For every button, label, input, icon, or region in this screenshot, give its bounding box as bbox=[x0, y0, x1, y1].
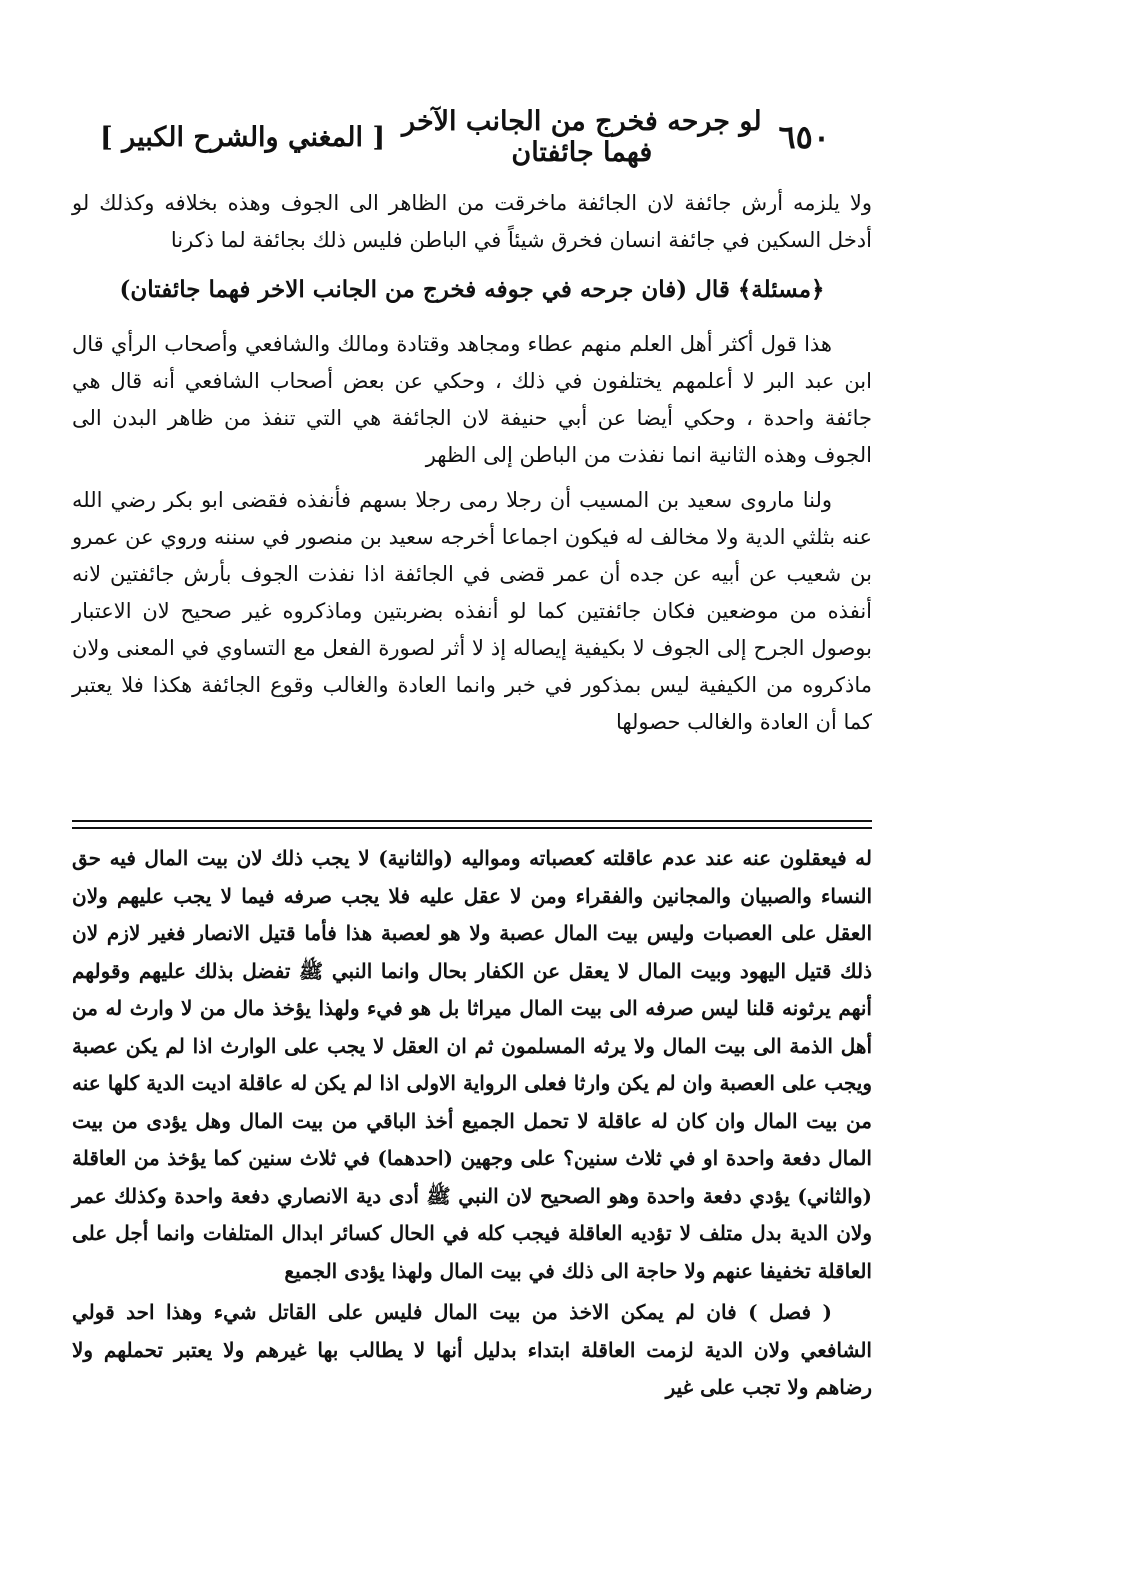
main-paragraph-3: ولنا ماروى سعيد بن المسيب أن رجلا رمى رجلا بسهم فأنفذه فقضى ابو بكر رضي الله عنه بثلثي الدية ولا مخالف له فيكون اجماعا أخرجه سعيد بن منصور في سننه وروي عن عمرو بن شعيب عن أبيه عن جده أن عمر قضى في الجائفة اذا نفذت الجوف بأرش جائفتين لانه أنفذه من موضعين فكان جائفتين كما لو أنفذه بضربتين وماذكروه غير صحيح لان الاعتبار بوصول الجرح إلى الجوف لا بكيفية إيصاله إذ لا أثر لصورة الفعل مع التساوي في المعنى ولان ماذكروه من الكيفية ليس بمذكور في خبر وانما العادة والغالب وقوع الجائفة هكذا فلا يعتبر كما أن العادة والغالب حصولها bbox=[72, 488, 872, 734]
main-text bbox=[72, 185, 872, 749]
main-paragraph-1: ولا يلزمه أرش جائفة لان الجائفة ماخرقت من الظاهر الى الجوف وهذه بخلافه وكذلك لو أدخل السكين في جائفة انسان فخرق شيئاً في الباطن فليس ذلك بجائفة لما ذكرنا bbox=[72, 191, 872, 252]
commentary-paragraph-1: له فيعقلون عنه عند عدم عاقلته كعصباته ومواليه (والثانية) لا يجب ذلك لان بيت المال فيه حق النساء والصبيان والمجانين والفقراء ومن لا عقل عليه فلا يجب صرفه فيما لا يجب عليهم ولان العقل على العصبات وليس بيت المال عصبة ولا هو لعصبة هذا فأما قتيل الانصار فغير لازم لان ذلك قتيل اليهود وبيت المال لا يعقل عن الكفار بحال وانما النبي ﷺ تفضل بذلك عليهم وقولهم أنهم يرثونه قلنا ليس صرفه الى بيت المال ميراثا بل هو فيء ولهذا يؤخذ مال من لا وارث له من أهل الذمة الى بيت المال ولا يرثه المسلمون ثم ان العقل لا يجب على الوارث اذا لم يكن عصبة ويجب على العصبة وان لم يكن وارثا فعلى الرواية الاولى اذا لم يكن له عاقلة اديت الدية كلها عنه من بيت المال وان كان له عاقلة لا تحمل الجميع أخذ الباقي من بيت المال وهل يؤدى من بيت المال دفعة واحدة او في ثلاث سنين؟ على وجهين (احدهما) في ثلاث سنين كما يؤخذ من العاقلة (والثاني) يؤدي دفعة واحدة وهو الصحيح لان النبي ﷺ أدى دية الانصاري دفعة واحدة وكذلك عمر ولان الدية بدل متلف لا تؤديه العاقلة فيجب كله في الحال كسائر ابدال المتلفات وانما أجل على العاقلة تخفيفا عنهم ولا حاجة الى ذلك في بيت المال ولهذا يؤدى الجميع bbox=[72, 846, 872, 1283]
book-title: [ المغني والشرح الكبير ] bbox=[100, 121, 386, 153]
chapter-title: لو جرحه فخرج من الجانب الآخر فهما جائفتان bbox=[402, 106, 762, 168]
page-number: ٦٥٠ bbox=[778, 118, 830, 156]
commentary-text bbox=[72, 840, 872, 1411]
main-paragraph-2: هذا قول أكثر أهل العلم منهم عطاء ومجاهد وقتادة ومالك والشافعي وأصحاب الرأي قال ابن عبد البر لا أعلمهم يختلفون في ذلك ، وحكي عن بعض أصحاب الشافعي أنه قال هي جائفة واحدة ، وحكي أيضا عن أبي حنيفة لان الجائفة هي التي تنفذ من ظاهر البدن الى الجوف وهذه الثانية انما نفذت من الباطن إلى الظهر bbox=[72, 332, 872, 467]
section-divider bbox=[72, 820, 872, 829]
running-header bbox=[100, 106, 830, 168]
commentary-paragraph-2: ( فصل ) فان لم يمكن الاخذ من بيت المال فليس على القاتل شيء وهذا احد قولي الشافعي ولان الدية لزمت العاقلة ابتداء بدليل أنها لا يطالب بها غيرهم ولا يعتبر تحملهم ولا رضاهم ولا تجب على غير bbox=[72, 1300, 872, 1399]
masala-heading: ﴿مسئلة﴾ قال (فان جرحه في جوفه فخرج من الجانب الاخر فهما جائفتان) bbox=[119, 276, 825, 303]
